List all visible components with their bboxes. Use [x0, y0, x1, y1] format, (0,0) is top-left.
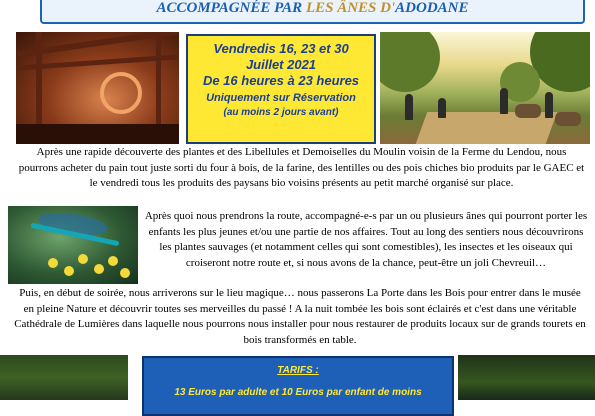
dates-month: Juillet 2021: [245, 57, 317, 72]
dates-box: [186, 34, 376, 144]
forest-photo-left: [0, 355, 128, 400]
paragraph-intro: Après une rapide découverte des plantes et des Libellules et Demoiselles du Moulin voisin de la Ferme du Lendou, nous pourrons acheter du pain tout juste sorti du four à bois, de la farine, des lentilles ou des pois chiches bio produits par le GAEC et le vendredi tous les produits des paysans bio voisins présents au petit marché organisé sur place.: [18, 146, 585, 189]
tarifs-price: 13 Euros par adulte et 10 Euros par enfant de moins: [174, 387, 422, 398]
tarifs-box: [142, 356, 454, 416]
dragonfly-photo: [8, 206, 138, 284]
paragraph-walk: Après quoi nous prendrons la route, accompagné-e-s par un ou plusieurs ânes qui pourront porter les enfants les plus jeunes et/ou une partie de nos affaires. Tout au long des sentiers nous découvrirons les plantes sauvages (et notamment celles qui sont comestibles), les insectes et les oiseaux qui croiseront notre route et, si nous avons de la chance, peut-être un joli Chevreuil…: [144, 210, 588, 269]
dates-reservation: Uniquement sur Réservation: [206, 92, 356, 104]
dates-hours: De 16 heures à 23 heures: [202, 73, 360, 88]
mill-interior-photo: [16, 32, 179, 144]
banner-text-1: ACCOMPAGNÉE PAR: [156, 0, 306, 16]
dates-days: Vendredis 16, 23 et 30: [213, 41, 349, 56]
title-banner: [40, 0, 585, 24]
paragraph-evening: Puis, en début de soirée, nous arriverons sur le lieu magique… nous passerons La Porte dans les Bois pour entrer dans le musée en pleine Nature et découvrir toutes ses merveilles du passé ! A la nuit tombée les bois sont éclairés et c'est dans une véritable Cathédrale de Lumières dans laquelle nous pourrons nous installer pour nous restaurer de produits locaux sur de grands tourets en bois transformés en table.: [14, 287, 586, 346]
forest-photo-right: [458, 355, 595, 400]
banner-text-3: ADODANE: [395, 0, 469, 16]
tarifs-heading: TARIFS :: [277, 365, 319, 376]
donkey-walk-photo: [380, 32, 590, 144]
banner-text-2: LES ÂNES D': [305, 0, 396, 16]
dates-notice: (au moins 2 jours avant): [223, 107, 339, 118]
